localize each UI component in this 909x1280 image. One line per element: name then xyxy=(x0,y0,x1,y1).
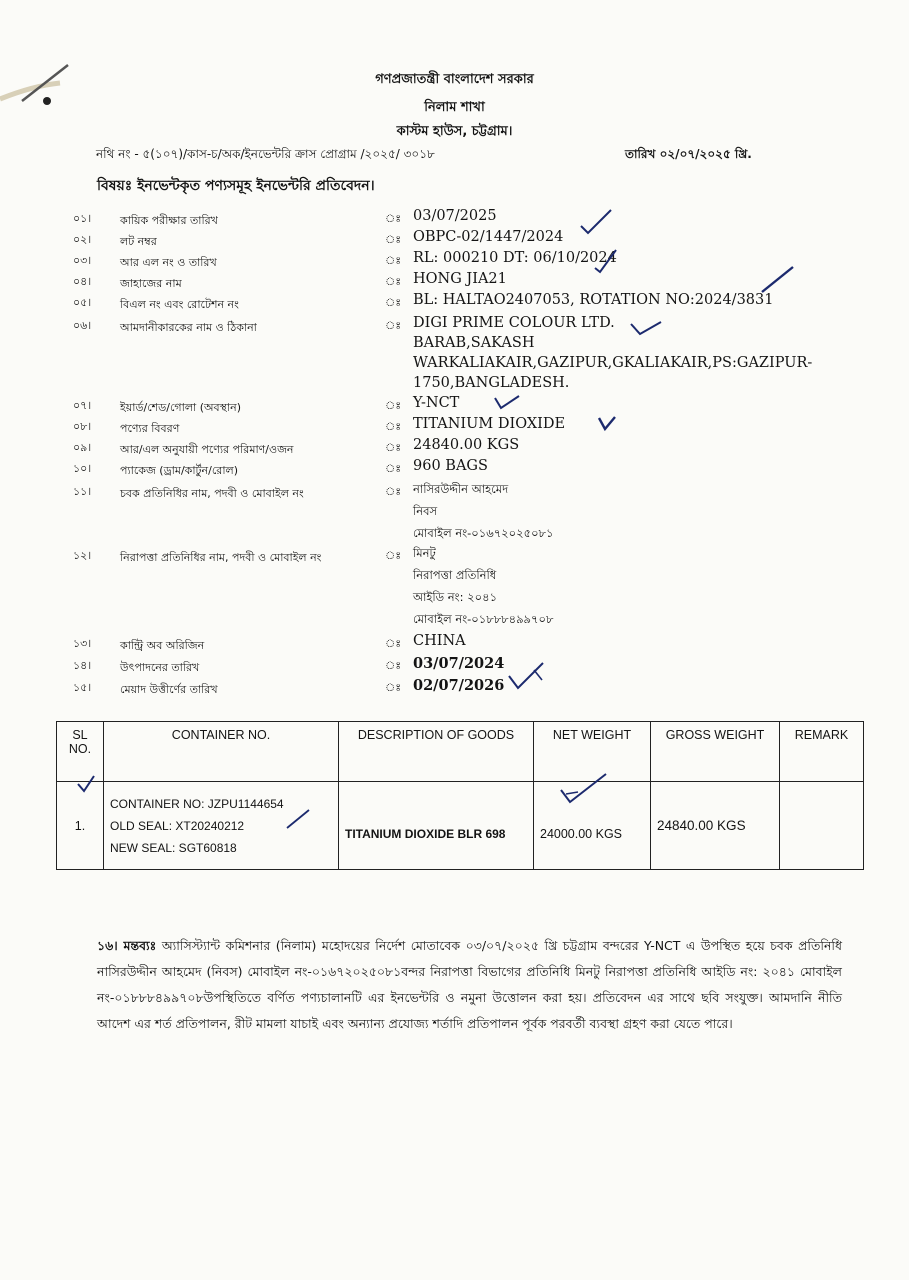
check-mark-icon xyxy=(596,414,618,432)
item-number: ০৮। xyxy=(73,420,92,433)
check-mark-icon xyxy=(592,248,622,274)
item-row xyxy=(0,315,909,391)
item-row xyxy=(0,418,909,438)
item-value: CHINA xyxy=(413,633,466,649)
cell-description: TITANIUM DIOXIDE BLR 698 xyxy=(339,782,534,870)
item-row xyxy=(0,439,909,459)
item-value: 03/07/2024 xyxy=(413,655,505,672)
item-label: মেয়াদ উত্তীর্ণের তারিখ xyxy=(120,683,218,696)
item-value: WARKALIAKAIR,GAZIPUR,GKALIAKAIR,PS:GAZIPUR- xyxy=(413,355,813,371)
check-mark-icon xyxy=(578,206,614,236)
remark-text: অ্যাসিস্ট্যান্ট কমিশনার (নিলাম) মহোদয়ের নির্দেশ মোতাবেক ০৩/০৭/২০২৫ খ্রি চট্টগ্রাম বন্দরের Y-NCT এ উপস্থিত হয়ে চবক প্রতিনিধি নাসিরউদ্দীন আহমেদ (নিবস) মোবাইল নং-০১৬৭২০২৫০৮১বন্দর নিরাপত্তা বিভাগের প্রতিনিধি মিনটু নিরাপত্তা প্রতিনিধি আইডি নং: ২০৪১ মোবাইল নং-০১৮৮৮৪৯৯৭০৮উপস্থিতিতে বর্ণিত পণ্যচালানটি এর ইনভেন্টরি ও নমুনা উত্তোলন করা হয়। প্রতিবেদন এর সাথে ছবি সংযুক্ত। আমদানি নীতি আদেশ এর শর্ত প্রতিপালন, রীট মামলা যাচাই এবং অন্যান্য প্রযোজ্য শর্তাদি প্রতিপালন পূর্বক পরবর্তী ব্যবস্থা গ্রহণ করা যেতে পারে। xyxy=(97,938,842,1031)
govt-heading: গণপ্রজাতন্ত্রী বাংলাদেশ সরকার xyxy=(375,72,534,87)
item-number: ১৩। xyxy=(73,637,92,650)
check-mark-icon xyxy=(558,770,610,806)
table-header-row xyxy=(57,722,864,782)
document-date: তারিখ ০২/০৭/২০২৫ খ্রি. xyxy=(625,147,752,161)
item-number: ০১। xyxy=(73,212,92,225)
header-remark: REMARK xyxy=(780,722,864,782)
new-seal: NEW SEAL: SGT60818 xyxy=(110,840,237,855)
header-net-weight: NET WEIGHT xyxy=(534,722,651,782)
item-colon: ঃ xyxy=(385,441,402,454)
item-colon: ঃ xyxy=(385,319,402,332)
item-value: নিরাপত্তা প্রতিনিধি xyxy=(413,568,497,582)
item-colon: ঃ xyxy=(385,681,402,694)
item-number: ১৪। xyxy=(73,659,92,672)
cell-net-weight: 24000.00 KGS xyxy=(534,782,651,870)
item-value: DIGI PRIME COLOUR LTD. xyxy=(413,315,615,331)
item-row xyxy=(0,546,909,626)
item-colon: ঃ xyxy=(385,420,402,433)
item-value: Y-NCT xyxy=(413,395,460,411)
item-value: নিবস xyxy=(413,504,438,518)
item-value: মোবাইল নং-০১৮৮৮৪৯৯৭০৮ xyxy=(413,612,554,626)
item-value: RL: 000210 DT: 06/10/2024 xyxy=(413,250,617,266)
check-mark-icon xyxy=(284,808,312,830)
item-label: আর/এল অনুযায়ী পণ্যের পরিমাণ/ওজন xyxy=(120,443,294,456)
item-value: 24840.00 KGS xyxy=(413,437,520,453)
item-number: ০২। xyxy=(73,233,92,246)
item-colon: ঃ xyxy=(385,637,402,650)
check-mark-icon xyxy=(506,660,546,692)
item-value: মোবাইল নং-০১৬৭২০২৫০৮১ xyxy=(413,526,554,540)
item-number: ১৫। xyxy=(73,681,92,694)
item-row xyxy=(0,679,909,699)
item-number: ০৬। xyxy=(73,319,92,332)
cell-sl: 1. xyxy=(57,782,104,870)
header-description: DESCRIPTION OF GOODS xyxy=(339,722,534,782)
item-colon: ঃ xyxy=(385,549,402,562)
item-value: 960 BAGS xyxy=(413,458,488,474)
item-value: 03/07/2025 xyxy=(413,208,497,224)
remark-heading: ১৬। মন্তব্যঃ xyxy=(97,938,157,953)
item-label: আমদানীকারকের নাম ও ঠিকানা xyxy=(120,321,257,334)
table-row xyxy=(57,782,864,870)
goods-table xyxy=(56,721,864,870)
item-label: পণ্যের বিবরণ xyxy=(120,422,180,435)
item-value: OBPC-02/1447/2024 xyxy=(413,229,564,245)
item-label: কান্ট্রি অব অরিজিন xyxy=(120,639,205,652)
item-label: আর এল নং ও তারিখ xyxy=(120,256,217,269)
item-number: ০৩। xyxy=(73,254,92,267)
item-label: বিএল নং এবং রোটেশন নং xyxy=(120,298,239,311)
item-colon: ঃ xyxy=(385,399,402,412)
item-number: ০৭। xyxy=(73,399,92,412)
section-heading: নিলাম শাখা xyxy=(424,100,485,115)
item-value: 02/07/2026 xyxy=(413,677,505,694)
item-label: ইয়ার্ড/শেড/গোলা (অবস্থান) xyxy=(120,401,241,414)
item-label: উৎপাদনের তারিখ xyxy=(120,661,200,674)
item-number: ০৫। xyxy=(73,296,92,309)
check-mark-icon xyxy=(76,774,96,794)
item-colon: ঃ xyxy=(385,233,402,246)
item-value: BARAB,SAKASH xyxy=(413,335,535,351)
header-container: CONTAINER NO. xyxy=(104,722,339,782)
item-label: লট নম্বর xyxy=(120,235,157,248)
subject-line: বিষয়ঃ ইনভেন্টকৃত পণ্যসমূহ ইনভেন্টরি প্রতিবেদন। xyxy=(97,178,375,194)
item-colon: ঃ xyxy=(385,212,402,225)
check-mark-icon xyxy=(760,264,796,294)
item-row xyxy=(0,397,909,417)
check-mark-icon xyxy=(492,392,522,412)
file-number: নথি নং - ৫(১০৭)/কাস-চ/অক/ইনভেন্টরি ক্রাস প্রোগ্রাম /২০২৫/ ৩০১৮ xyxy=(96,147,435,161)
cell-remark xyxy=(780,782,864,870)
item-colon: ঃ xyxy=(385,296,402,309)
header-gross-weight: GROSS WEIGHT xyxy=(651,722,780,782)
item-label: প্যাকেজ (ড্রাম/কার্টুন/রোল) xyxy=(120,464,239,477)
item-number: ১১। xyxy=(73,485,92,498)
item-row xyxy=(0,210,909,230)
item-row xyxy=(0,231,909,251)
item-label: জাহাজের নাম xyxy=(120,277,182,290)
old-seal: OLD SEAL: XT20240212 xyxy=(110,818,245,833)
remark-paragraph xyxy=(97,933,842,1037)
item-number: ১০। xyxy=(73,462,92,475)
item-number: ০৪। xyxy=(73,275,92,288)
check-mark-icon xyxy=(628,316,664,338)
item-label: নিরাপত্তা প্রতিনিধির নাম, পদবী ও মোবাইল নং xyxy=(120,551,322,564)
item-row xyxy=(0,657,909,677)
item-label: চবক প্রতিনিধির নাম, পদবী ও মোবাইল নং xyxy=(120,487,304,500)
item-row xyxy=(0,635,909,655)
item-colon: ঃ xyxy=(385,485,402,498)
item-row xyxy=(0,482,909,540)
item-row xyxy=(0,460,909,480)
cell-gross-weight: 24840.00 KGS xyxy=(651,782,780,870)
item-colon: ঃ xyxy=(385,659,402,672)
item-value: HONG JIA21 xyxy=(413,271,507,287)
item-value: নাসিরউদ্দীন আহমেদ xyxy=(413,482,509,496)
item-value: মিনটু xyxy=(413,546,436,560)
item-label: কায়িক পরীক্ষার তারিখ xyxy=(120,214,218,227)
item-colon: ঃ xyxy=(385,462,402,475)
item-colon: ঃ xyxy=(385,275,402,288)
item-colon: ঃ xyxy=(385,254,402,267)
item-value: আইডি নং: ২০৪১ xyxy=(413,590,498,604)
item-number: ১২। xyxy=(73,549,92,562)
item-number: ০৯। xyxy=(73,441,92,454)
item-value: TITANIUM DIOXIDE xyxy=(413,416,566,432)
item-row xyxy=(0,294,909,314)
item-value: BL: HALTAO2407053, ROTATION NO:2024/3831 xyxy=(413,292,774,308)
item-value: 1750,BANGLADESH. xyxy=(413,375,570,391)
office-heading: কাস্টম হাউস, চট্টগ্রাম। xyxy=(396,124,513,139)
container-number: CONTAINER NO: JZPU1144654 xyxy=(110,796,284,811)
header-sl: SL NO. xyxy=(57,722,104,782)
